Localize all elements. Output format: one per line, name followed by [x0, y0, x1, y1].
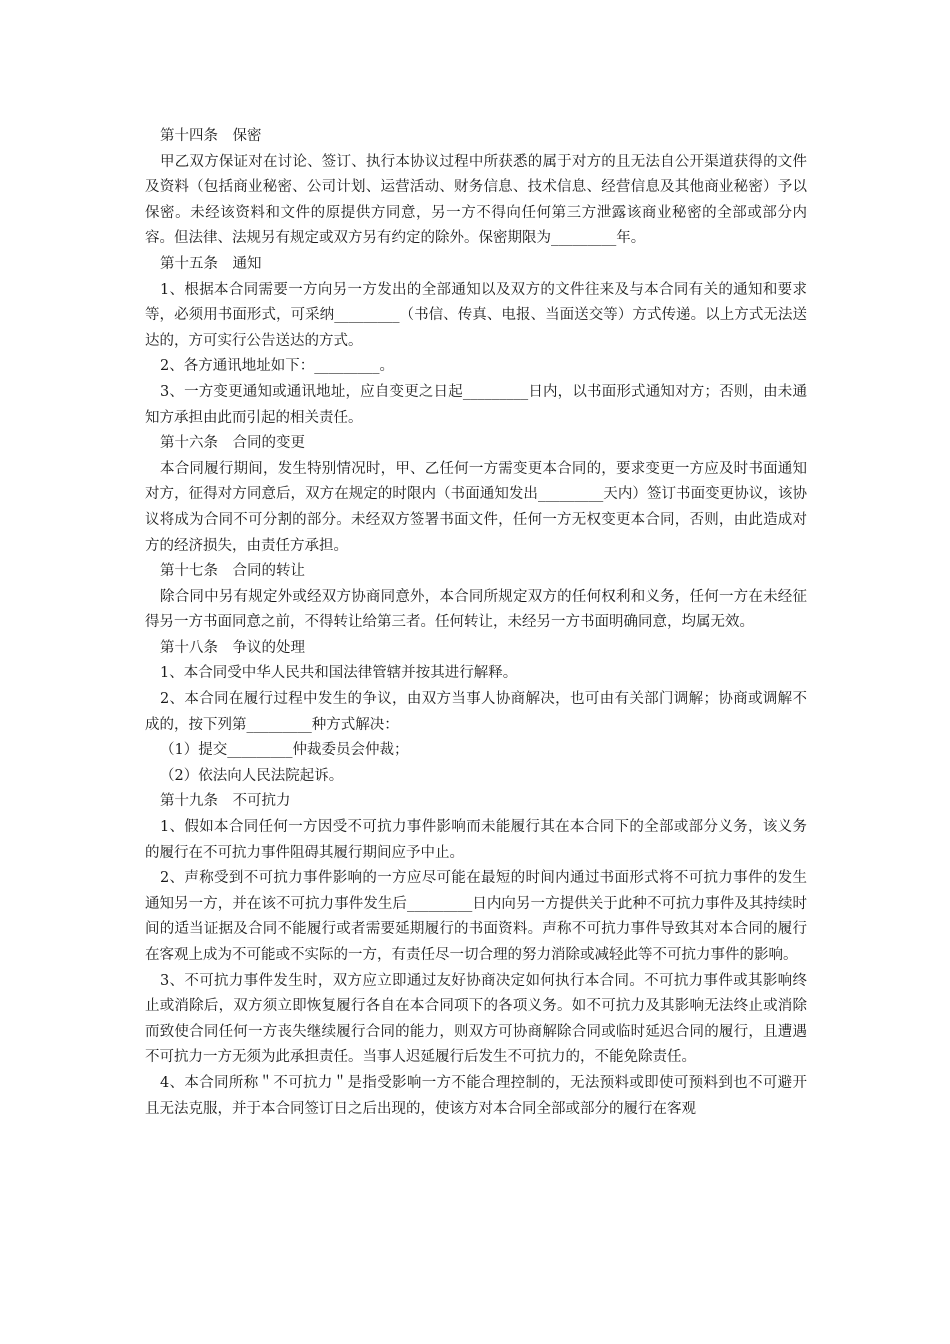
article-15-clause-1: 1、根据本合同需要一方向另一方发出的全部通知以及双方的文件往来及与本合同有关的通知和要求等，必须用书面形式，可采纳_________（书信、传真、电报、当面送交等）方式传递。以上方式无法送达的，方可实行公告送达的方式。 [145, 281, 807, 349]
article-19-clause-4: 4、本合同所称＂不可抗力＂是指受影响一方不能合理控制的，无法预料或即使可预料到也不可避开且无法克服，并于本合同签订日之后出现的，使该方对本合同全部或部分的履行在客观 [145, 1074, 807, 1117]
article-18-heading: 第十八条 争议的处理 [160, 639, 305, 656]
article-14-body: 甲乙双方保证对在讨论、签订、执行本协议过程中所获悉的属于对方的且无法自公开渠道获得的文件及资料（包括商业秘密、公司计划、运营活动、财务信息、技术信息、经营信息及其他商业秘密）予以保密。未经该资料和文件的原提供方同意，另一方不得向任何第三方泄露该商业秘密的全部或部分内容。但法律、法规另有规定或双方另有约定的除外。保密期限为_________年。 [145, 153, 807, 247]
article-18-option-1: （1）提交_________仲裁委员会仲裁； [160, 742, 409, 759]
article-14-heading: 第十四条 保密 [160, 128, 262, 144]
article-15-clause-3: 3、一方变更通知或通讯地址，应自变更之日起_________日内，以书面形式通知对方；否则，由未通知方承担由此而引起的相关责任。 [145, 383, 807, 426]
article-18-clause-1: 1、本合同受中华人民共和国法律管辖并按其进行解释。 [160, 665, 518, 682]
article-19-heading: 第十九条 不可抗力 [160, 793, 291, 810]
article-19-clause-2: 2、声称受到不可抗力事件影响的一方应尽可能在最短的时间内通过书面形式将不可抗力事件的发生通知另一方，并在该不可抗力事件发生后_________日内向另一方提供关于此种不可抗力事件及其持续时间的适当证据及合同不能履行或者需要延期履行的书面资料。声称不可抗力事件导致其对本合同的履行在客观上成为不可能或不实际的一方，有责任尽一切合理的努力消除或减轻此等不可抗力事件的影响。 [145, 870, 807, 963]
document-body [145, 124, 807, 1122]
article-17-heading: 第十七条 合同的转让 [160, 563, 305, 580]
article-19-clause-1: 1、假如本合同任何一方因受不可抗力事件影响而未能履行其在本合同下的全部或部分义务，该义务的履行在不可抗力事件阻碍其履行期间应予中止。 [145, 819, 807, 861]
article-18-clause-2: 2、本合同在履行过程中发生的争议，由双方当事人协商解决，也可由有关部门调解；协商或调解不成的，按下列第_________种方式解决： [145, 691, 807, 733]
article-16-body: 本合同履行期间，发生特别情况时，甲、乙任何一方需变更本合同的，要求变更一方应及时书面通知对方，征得对方同意后，双方在规定的时限内（书面通知发出_________天内）签订书面变更协议，该协议将成为合同不可分割的部分。未经双方签署书面文件，任何一方无权变更本合同，否则，由此造成对方的经济损失，由责任方承担。 [145, 460, 807, 554]
article-15-clause-2: 2、各方通讯地址如下：_________。 [160, 358, 394, 375]
article-15-heading: 第十五条 通知 [160, 255, 262, 272]
article-18-option-2: （2）依法向人民法院起诉。 [160, 767, 344, 784]
article-16-heading: 第十六条 合同的变更 [160, 435, 305, 452]
article-17-body: 除合同中另有规定外或经双方协商同意外，本合同所规定双方的任何权利和义务，任何一方在未经征得另一方书面同意之前，不得转让给第三者。任何转让，未经另一方书面明确同意，均属无效。 [145, 588, 807, 631]
article-19-clause-3: 3、不可抗力事件发生时，双方应立即通过友好协商决定如何执行本合同。不可抗力事件或其影响终止或消除后，双方须立即恢复履行各自在本合同项下的各项义务。如不可抗力及其影响无法终止或消除而致使合同任何一方丧失继续履行合同的能力，则双方可协商解除合同或临时延迟合同的履行，且遭遇不可抗力一方无须为此承担责任。当事人迟延履行后发生不可抗力的，不能免除责任。 [145, 972, 807, 1066]
